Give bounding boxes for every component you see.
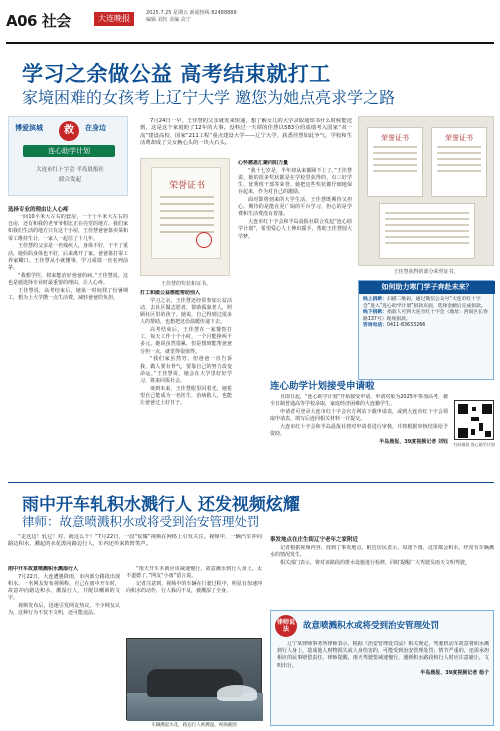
masthead: [6, 4, 494, 44]
section-label: A06 社会: [6, 12, 71, 30]
splash-icon: [217, 685, 257, 701]
help-item-text: 捐款人可到大连市红十字会（地址：西岗区长春路137号）现场捐款。: [363, 310, 488, 322]
lawyer-text: 辽宁某律师事务所律师表示，根据《治安管理处罚法》相关规定，驾驶机动车故意将积水溅到行人身上，造成他人财物损失或人身伤害的，可能受到治安管理处罚；情节严重的，还需承担相应的民事赔偿责任。律师提醒，雨天驾驶要减速慢行，遇到积水路段和行人时应注意避让，文明出行。: [277, 641, 489, 669]
right-para-3: 大连市红十字会和半岛晨报社联合发起“连心助学计划”，希望爱心人士伸出援手，帮助王佳慧圆大学梦。: [238, 219, 352, 240]
how-to-help-box: [358, 280, 494, 380]
lawyer-opinion-box: [270, 610, 494, 726]
help-item-text: 0411-83633266: [387, 323, 426, 329]
mid-para-3: “我们家虽然穷，但爸爸一直告诉我，做人要有骨气，要靠自己的努力改变命运。”王佳慧说，她会在大学里好好学习，将来回报社会。: [140, 356, 232, 384]
story2-lede: [8, 534, 262, 564]
mid-para-1: 学习之余，王佳慧还经常参加公益活动，去社区做志愿者，帮助孤寡老人，照顾社区里的孩子。她说，自己得到过很多人的帮助，也想把这份温暖传递下去。: [140, 297, 232, 326]
left-subhead: 选择专业的理由让人心疼: [8, 207, 69, 213]
middle-column: [140, 290, 232, 478]
main-subheadline: 家境困难的女孩考上辽宁大学 邀您为她点亮求学之路: [22, 88, 396, 107]
banner-right-text: 在身边: [85, 124, 106, 132]
story2-right-subhead: 事发地点在庄生街辽宁老年之家附近: [270, 537, 359, 543]
lawyer-title: 故意喷溅积水或将受到治安管理处罚: [303, 621, 440, 631]
secondary-byline: 半岛晨报、39度视频记者 刘钰: [379, 438, 448, 445]
story2-byline: 半岛晨报、39度视频记者 杨子: [420, 670, 489, 677]
story2-right-para-2: 相关部门表示，将对该路段的排水设施进行检修，同时提醒广大驾驶员雨天文明驾驶。: [280, 559, 471, 566]
car-photo-caption: 车辆溅起水花，路边行人被溅湿。视频截图: [151, 723, 237, 728]
banner-left-text: 博爱滨城: [15, 124, 43, 132]
secondary-para-2: 申请者可登录大连市红十字会官方网站下载申请表，或到大连市红十字会领取申请表，填写后连同相关材料一并提交。: [270, 408, 448, 423]
story2-left-subhead: 雨中开车故意喷溅积水溅湿行人: [8, 566, 79, 572]
section-divider: [8, 482, 494, 483]
story2-mid-para-2: 记者注意到，视频中的车辆在行驶过程中，明显有加速冲向积水的动作，行人躲闪不及，被溅湿了全身。: [126, 580, 262, 595]
charity-banner: [8, 116, 128, 196]
photo1-caption: 王佳慧的奖状和证书。: [160, 281, 211, 287]
help-item-head: 咨询电话：: [363, 323, 387, 329]
certificate-paper: [151, 167, 221, 259]
left-column: [8, 214, 128, 478]
seal-icon: [196, 232, 212, 248]
help-box-title: 如何助力寒门学子奔赴未来？: [359, 281, 495, 294]
banner-joint: 联合发起: [58, 177, 81, 183]
story2-mid-para-1: “雨天开车本就应该减速慢行，故意溅水到行人身上，太不道德了。”网友“小雨”留言说。: [126, 566, 262, 580]
certificate-photo: [140, 158, 230, 276]
masthead-date: 2025.7.25 星期五 新闻热线 82488888: [146, 10, 237, 16]
secondary-headline: 连心助学计划接受申请啦: [270, 381, 375, 392]
newspaper-logo: 大连晚报: [94, 12, 134, 26]
cross-badge-icon: 救: [59, 121, 79, 141]
left-para-3: “我想学医，将来能治好爸爸的病。”王佳慧说。这也是她选择专业时最重要的理由，让人心疼。: [8, 272, 128, 286]
qr-code-icon[interactable]: [454, 400, 494, 440]
lawyer-badge-icon: 律师说法: [275, 615, 297, 637]
help-box-body: [363, 297, 491, 330]
photo2-caption: 王佳慧获得的部分荣誉证书。: [393, 269, 459, 275]
story2-subheadline: 律师：故意喷溅积水或将受到治安管理处罚: [22, 514, 260, 529]
story2-headline: 雨中开车轧积水溅行人 还发视频炫耀: [22, 495, 300, 515]
certificate-card: [367, 127, 423, 197]
masthead-meta: [146, 10, 346, 24]
help-item-text: 扫描二维码，通过微信公众号“大连市红十字会”进入“连心助学计划”捐款页面，选择金额后完成捐款。: [363, 297, 486, 309]
main-headline: 学习之余做公益 高考结束就打工: [22, 62, 331, 86]
middle-subhead: 打工和做公益都能帮助别人: [140, 290, 201, 296]
right-middle-column: [238, 160, 352, 372]
banner-ribbon: 连心助学计划: [23, 145, 115, 157]
help-item-head: 线下捐款：: [363, 310, 387, 316]
qr-caption: 扫码捐款 连心助学计划: [453, 442, 495, 447]
story2-left-para-2: 视频发布后，迅速引发网友热议。不少网友认为，这种行为不仅不文明，还可能违法。: [8, 603, 120, 617]
right-para-2: 面对即将到来的大学生活，王佳慧既期待又担心。期待的是能在更广阔的平台学习，担心的是学费和生活费没有着落。: [238, 197, 352, 218]
lede-paragraph: [140, 118, 352, 156]
left-para-2: 王佳慧的父亲是一名残疾人，身体不好，干不了重活，她妈妈身体也不好，后来离开了家。爸爸靠打零工养家糊口。王佳慧从小就懂事，学习成绩一直名列前茅。: [8, 243, 128, 271]
right-subhead: 心怀感恩汇聚向阳力量: [238, 160, 289, 166]
story2-left-column: [8, 566, 120, 726]
right-para-1: “我十七岁是，半年却从来都顾不上了。”王佳慧说，她的很多奖状都是在学校里获得的，有三好学生、优秀班干部等荣誉。她把这些奖状都仔细地保存起来，作为对自己的激励。: [238, 167, 352, 196]
story2-mid-column: [126, 566, 262, 636]
banner-organizers: 大连市红十字会 半岛晨报社: [36, 167, 104, 173]
secondary-para-3: 大连市红十字会和半岛晨报社将对申请者进行审核，并将根据审核结果给予资助。: [270, 423, 448, 438]
certificate-title: 荣誉证书: [168, 181, 205, 191]
secondary-column: [270, 394, 448, 478]
left-para-4: 王佳慧说，高考结束后，她第一时间找了份暑期工，想为上大学攒一点生活费，减轻爸爸的负担。: [8, 287, 128, 301]
lawyer-text-block: [277, 641, 489, 721]
mid-para-2: 高考结束后，王佳慧在一家餐馆打工，每天工作十个小时，一个月能挣两千多元。她说虽然很累，但是想到能帮爸爸分担一点，就觉得很值得。: [140, 327, 232, 355]
certificate-card-title: 荣誉证书: [445, 134, 473, 142]
mid-para-4: 谈到未来，王佳慧眼里闪着光，她希望自己能成为一名医生，治病救人，也能让爸爸过上好日子。: [140, 385, 232, 407]
certificates-photo: [358, 116, 494, 266]
story2-left-para-1: 7月22日，大连遭遇降雨，市内部分路段出现积水。一名网友发布视频称，自己在雨中开车时，故意冲向路边积水，溅湿行人，并配以嘲讽的文字。: [8, 573, 120, 602]
story2-right-para-1: 记者根据视频内容，找到了事发地点。附近居民表示，每逢下雨，这里都会积水，经常有车辆溅水的情况发生。: [270, 545, 494, 559]
certificate-card: [431, 127, 487, 197]
story2-right-column: [270, 545, 494, 607]
help-item: [363, 310, 491, 323]
secondary-para-1: 自即日起，“连心助学计划”开始接受申请。申请对象为2025年参加高考，被全日制普通高等学校录取，家庭经济困难的大连籍学生。: [270, 394, 448, 408]
certificate-card-title: 荣誉证书: [381, 134, 409, 142]
lede-text: 7月24日一早，王佳慧的父亲就发来快递，想了解女儿的大学录取通知书什么时候能送到，这是这个家庭盼了12年的大事。没料过一天谭的佳慧以583分的成绩考入国家“双一流”建设高校、国家“211工程”重点建设大学——辽宁大学，获悉佳慧如此争气，学校和生活费却成了父女俩心头的一块大石头。: [140, 118, 352, 147]
left-para-1: 一间10平米大左右的套房，一个十平米大左右的仓房，还有和我的老爷爷相比正在亮堂的地方。我们家如我们生活的地方只有这个小屋，王佳慧爸爸靠卖菜和零工维持生计，一家人一起住了十几年。: [8, 214, 128, 242]
car-splash-photo: [126, 638, 262, 720]
certificate-card: [379, 203, 475, 259]
masthead-editor: 编辑 刘钰 美编 高宁: [146, 17, 191, 23]
help-item-head: 线上捐款：: [363, 297, 387, 302]
help-item: [363, 297, 491, 310]
help-item: [363, 323, 491, 330]
story2-lede-text: “走这边！轧它！对，就这么干！”7月22日，一段“炫耀”视频在网络上引发关注。视频中，一辆汽车冲向路边积水，溅起的水花泼向路边行人，车内还传来阵阵笑声。: [8, 534, 262, 548]
